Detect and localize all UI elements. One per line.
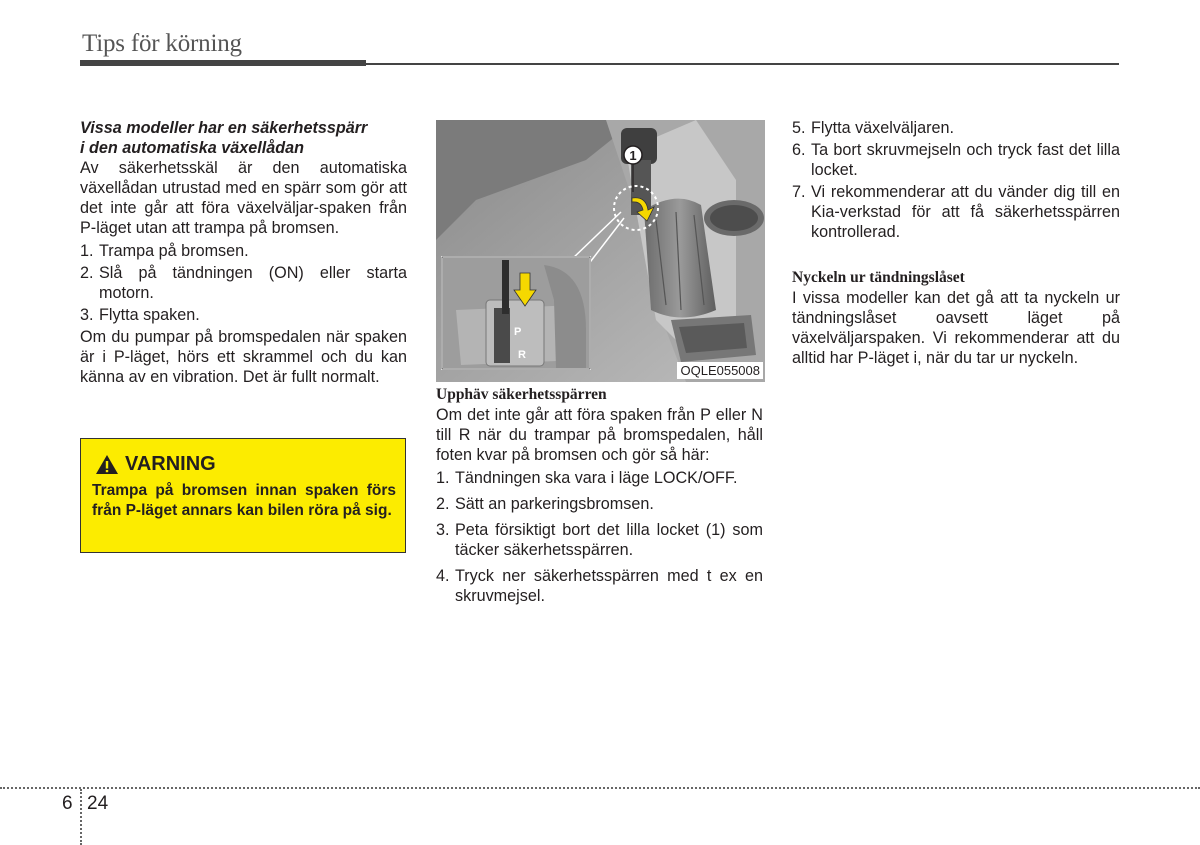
section-heading: Nyckeln ur tändningslåset [792, 269, 965, 286]
body-paragraph: I vissa modeller kan det gå att ta nyckeln ur tändningslåset oavsett läget på växelväljarspaken. Vi rekommenderar att du alltid har P-läget i, när du tar ur nyckeln. [792, 289, 1120, 367]
intro-paragraph: Av säkerhetsskäl är den automatiska växellådan utrustad med en spärr som gör att det inte går att föra växelväljar-spaken från P-läget utan att trampa på bromsen. [80, 159, 407, 237]
warning-text: Trampa på bromsen innan spaken förs från P-läget annars kan bilen röra på sig. [92, 482, 396, 519]
list-item: 4. Tryck ner säkerhetsspärren med t ex en skruvmejsel. [436, 567, 763, 605]
list-item: 1. Tändningen ska vara i läge LOCK/OFF. [436, 469, 738, 487]
page-header-title: Tips för körning [82, 30, 242, 57]
header-rule-thin [366, 63, 1119, 65]
warning-label: VARNING [125, 453, 216, 475]
column-middle [436, 385, 763, 606]
warning-triangle-icon [95, 454, 119, 475]
figure-code: OQLE055008 [677, 362, 763, 379]
gear-shifter-illustration [436, 120, 765, 382]
list-item: 2. Sätt an parkeringsbromsen. [436, 495, 654, 513]
section-subheading: Vissa modeller har en säkerhetsspärr i den automatiska växellådan [80, 119, 368, 157]
list-item: 7. Vi rekommenderar att du vänder dig till en Kia-verkstad för att få säkerhetsspärren kontrollerad. [792, 183, 1120, 241]
list-item: 6. Ta bort skruvmejseln och tryck fast det lilla locket. [792, 141, 1120, 179]
note-paragraph: Om du pumpar på bromspedalen när spaken är i P-läget, hörs ett skrammel och du kan känna av en vibration. Det är fullt normalt. [80, 328, 407, 386]
warning-box [80, 438, 406, 553]
list-item: 1. Trampa på bromsen. [80, 242, 249, 260]
illustration-graphic [436, 120, 765, 382]
list-item: 2. Slå på tändningen (ON) eller starta motorn. [80, 264, 407, 302]
page-number: 24 [87, 793, 109, 814]
callout-number: 1 [629, 148, 637, 163]
header-rule-thick [80, 60, 366, 66]
list-item: 5. Flytta växelväljaren. [792, 119, 955, 137]
list-item: 3. Peta försiktigt bort det lilla locket (1) som täcker säkerhetsspärren. [436, 521, 763, 559]
chapter-number: 6 [62, 793, 73, 814]
column-right [792, 118, 1120, 368]
column-left [80, 118, 407, 387]
gear-label-p: P [514, 326, 522, 338]
footer-dotted-rule [0, 787, 1200, 789]
gear-label-r: R [518, 349, 526, 361]
list-item: 3. Flytta spaken. [80, 306, 200, 324]
section-heading: Upphäv säkerhetsspärren [436, 386, 607, 403]
intro-paragraph: Om det inte går att föra spaken från P eller N till R när du trampar på bromspedalen, håll foten kvar på bromsen och gör så här: [436, 406, 763, 464]
footer-dotted-divider [80, 789, 82, 845]
